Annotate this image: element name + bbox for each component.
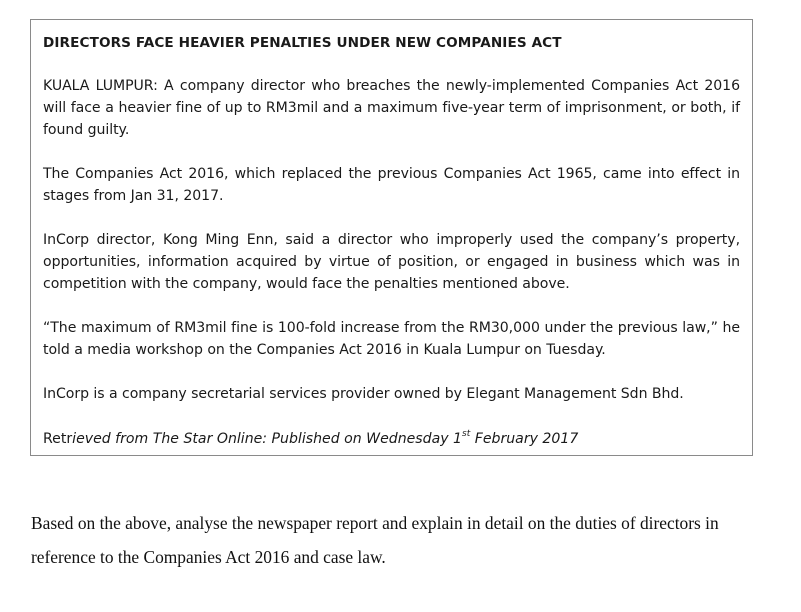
article-source (43, 428, 740, 450)
article-paragraph-1: KUALA LUMPUR: A company director who breaches the newly-implemented Companies Act 2016 will face a heavier fine of up to RM3mil and a maximum five-year term of imprisonment, or both, if found guilty. (43, 78, 740, 138)
article-paragraph-5: InCorp is a company secretarial services provider owned by Elegant Management Sdn Bhd. (43, 386, 684, 402)
article-paragraph-4: “The maximum of RM3mil fine is 100-fold increase from the RM30,000 under the previous law,” he told a media workshop on the Companies Act 2016 in Kuala Lumpur on Tuesday. (43, 320, 740, 358)
source-superscript: st (462, 429, 471, 440)
source-prefix: Retr (43, 431, 73, 447)
article-box (30, 19, 753, 456)
source-suffix: February 2017 (470, 431, 579, 447)
source-italic: ieved from The Star Online: Published on Wednesday 1 (72, 431, 463, 447)
article-paragraph-2: The Companies Act 2016, which replaced the previous Companies Act 1965, came into effect in stages from Jan 31, 2017. (43, 166, 740, 204)
question-text: Based on the above, analyse the newspaper report and explain in detail on the duties of directors in reference to the Companies Act 2016 and case law. (31, 513, 719, 567)
article-paragraph-3: InCorp director, Kong Ming Enn, said a director who improperly used the company’s property, opportunities, information acquired by virtue of position, or engaged in business which was in competition with the company, would face the penalties mentioned above. (43, 232, 740, 292)
article-headline: DIRECTORS FACE HEAVIER PENALTIES UNDER NEW COMPANIES ACT (43, 35, 562, 51)
